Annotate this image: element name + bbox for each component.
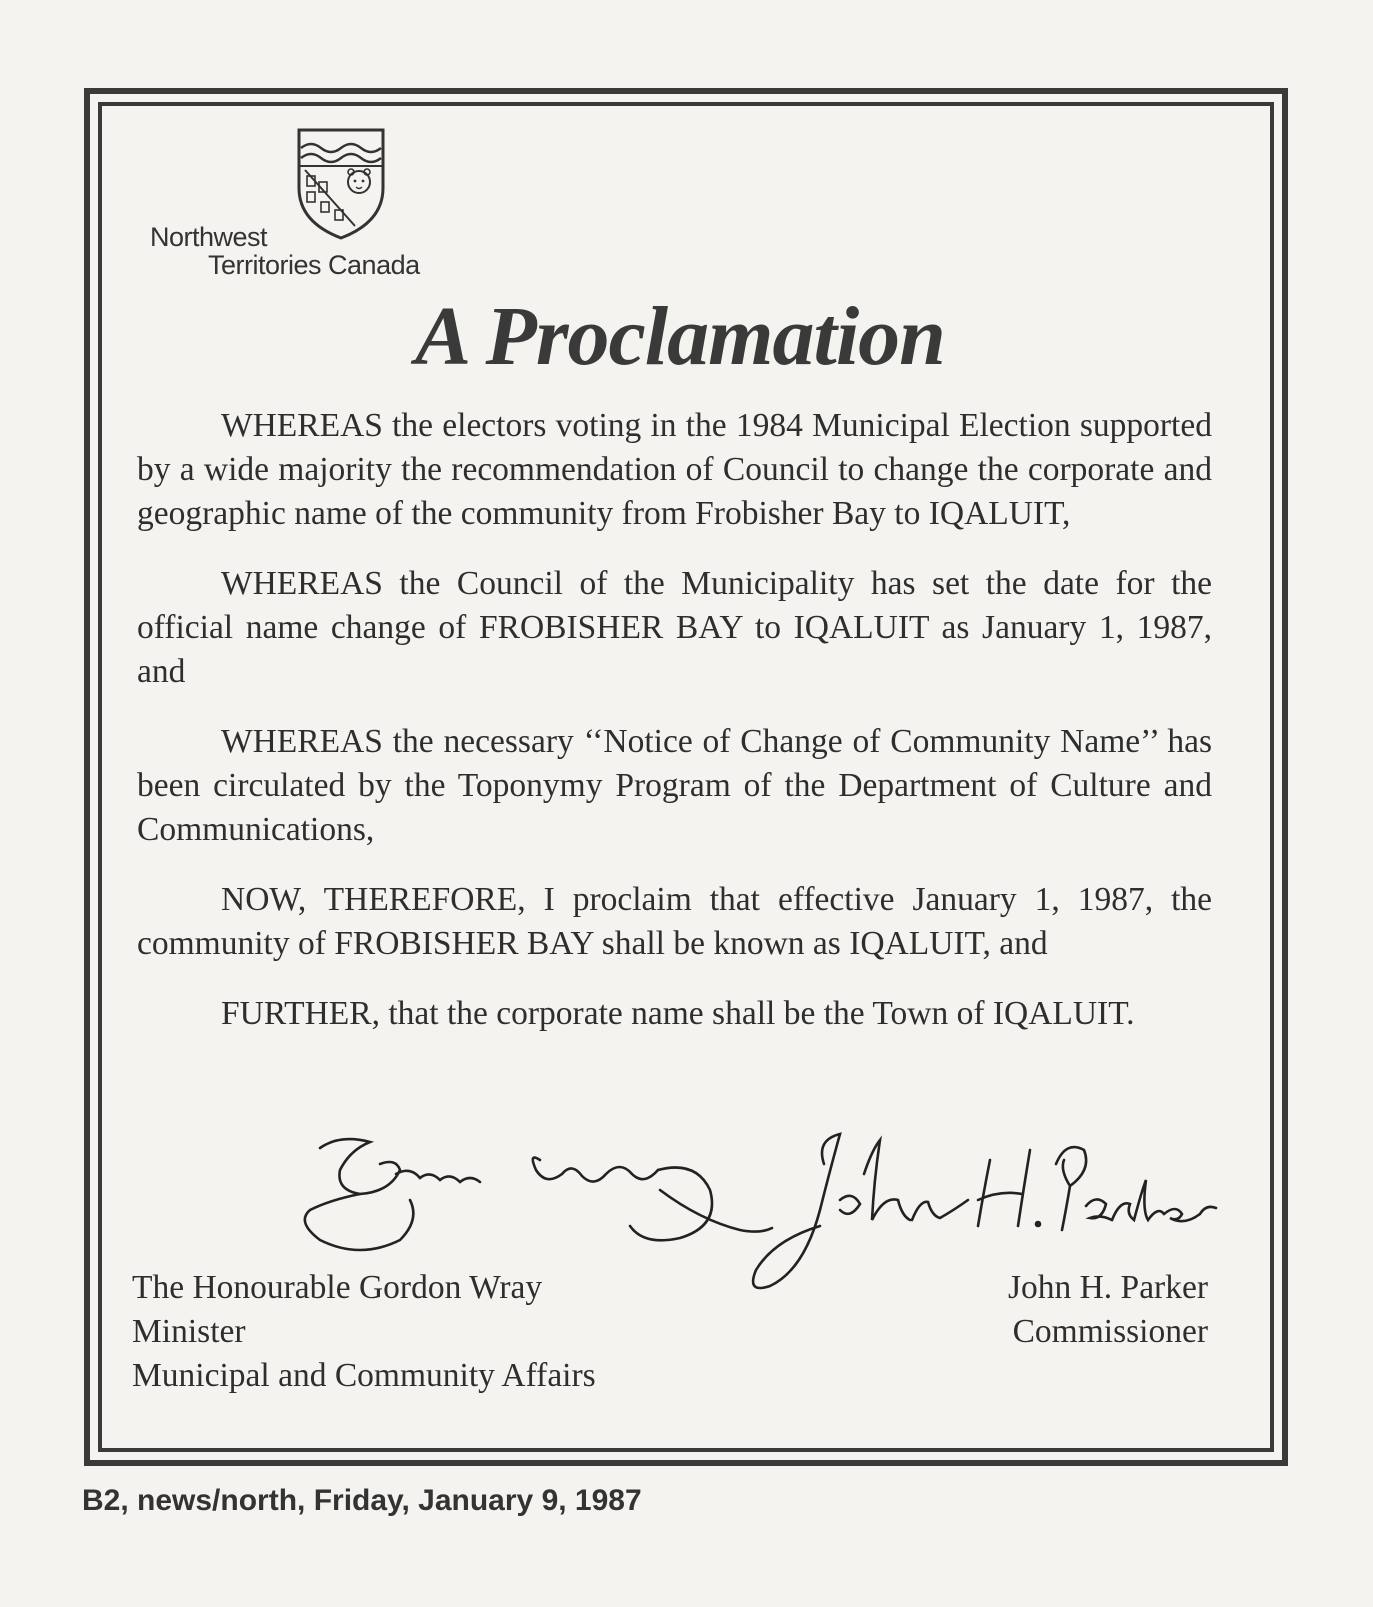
paragraph-now-therefore: NOW, THEREFORE, I proclaim that effective January 1, 1987, the community of FROBISHER BAY shall be known as IQALUIT, and [137, 881, 1212, 962]
logo-text-northwest: Northwest [150, 222, 268, 252]
signatory-right-name: John H. Parker [1007, 1269, 1208, 1306]
logo-text-territories: Territories [208, 250, 322, 280]
paragraph-whereas-2: WHEREAS the Council of the Municipality has set the date for the official name change of FROBISHER BAY to IQALUIT as January 1, 1987, and [137, 565, 1212, 690]
signatory-left-department: Municipal and Community Affairs [132, 1357, 596, 1394]
newspaper-dateline: B2, news/north, Friday, January 9, 1987 [82, 1484, 642, 1517]
signatory-right-title: Commissioner [1012, 1313, 1208, 1350]
logo-text-canada: Canada [328, 250, 420, 280]
paragraph-whereas-1: WHEREAS the electors voting in the 1984 Municipal Election supported by a wide majority the recommendation of Council to change the corporate and geographic name of the community from Frobisher Bay to IQALUIT, [137, 407, 1212, 532]
signature-john-h-parker [753, 1134, 1216, 1288]
signature-gordon-wray [305, 1139, 772, 1250]
signatory-left-name: The Honourable Gordon Wray [132, 1269, 543, 1306]
paragraph-whereas-3: WHEREAS the necessary ‘‘Notice of Change of Community Name’’ has been circulated by the Toponymy Program of the Department of Culture and Communications, [137, 723, 1212, 848]
nwt-logo [150, 126, 510, 286]
nwt-shield-icon [295, 126, 387, 241]
signatory-left-title: Minister [132, 1313, 246, 1350]
logo-text-territories-canada [208, 250, 420, 281]
signatory-right [1008, 1266, 1208, 1354]
signatory-left [132, 1266, 596, 1398]
proclamation-body [137, 404, 1212, 1036]
proclamation-title: A Proclamation [415, 290, 945, 383]
paragraph-further: FURTHER, that the corporate name shall be the Town of IQALUIT. [221, 995, 1135, 1032]
